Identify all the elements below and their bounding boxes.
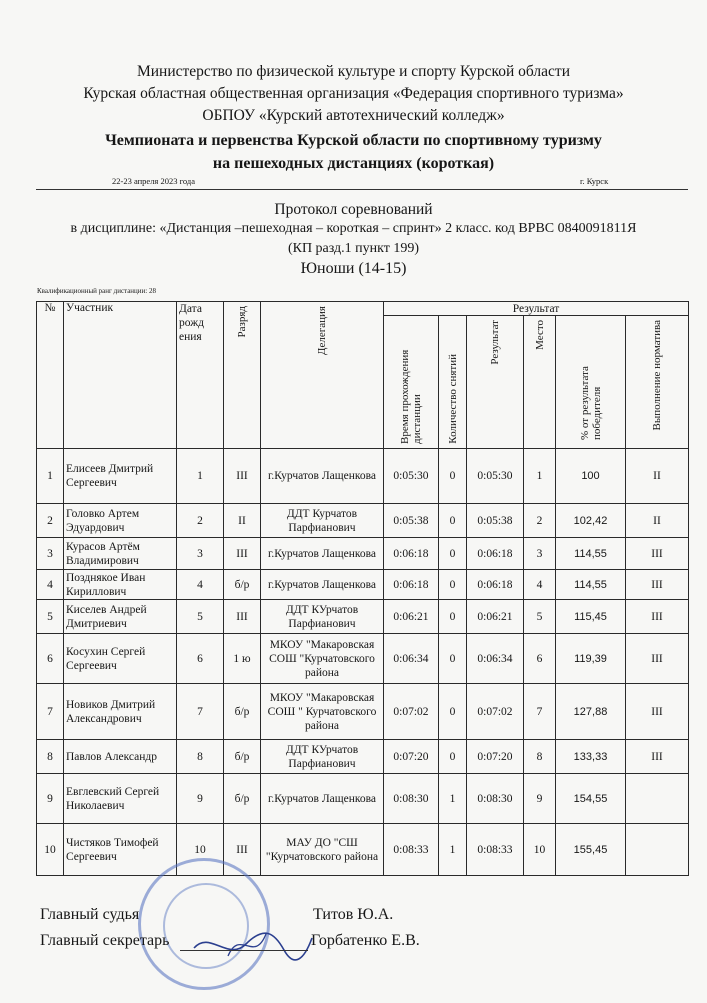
cell-norm: III <box>626 740 689 774</box>
cell-result: 0:06:18 <box>467 538 524 570</box>
table-row <box>37 600 689 634</box>
col-time: Время прохождения дистанции <box>384 316 439 449</box>
cell-delegation: МАУ ДО "СШ "Курчатовского района <box>261 824 384 876</box>
cell-place: 7 <box>524 684 556 740</box>
cell-num: 8 <box>37 740 64 774</box>
col-place: Место <box>524 316 556 449</box>
table-row <box>37 449 689 504</box>
cell-removals: 0 <box>439 740 467 774</box>
cell-name: Павлов Александр <box>64 740 177 774</box>
cell-removals: 0 <box>439 449 467 504</box>
signature-line <box>180 950 308 951</box>
cell-result: 0:05:30 <box>467 449 524 504</box>
cell-result: 0:06:21 <box>467 600 524 634</box>
cell-rank: б/р <box>224 740 261 774</box>
cell-delegation: г.Курчатов Лащенкова <box>261 774 384 824</box>
cell-num: 4 <box>37 570 64 600</box>
chief-judge-label: Главный судья <box>40 906 140 923</box>
cell-norm <box>626 774 689 824</box>
cell-name: Косухин Сергей Сергеевич <box>64 634 177 684</box>
cell-rank: б/р <box>224 774 261 824</box>
cell-birth: 7 <box>177 684 224 740</box>
cell-birth: 2 <box>177 504 224 538</box>
cell-name: Киселев Андрей Дмитриевич <box>64 600 177 634</box>
cell-num: 7 <box>37 684 64 740</box>
col-removals: Количество снятий <box>439 316 467 449</box>
cell-norm: III <box>626 570 689 600</box>
cell-norm: III <box>626 634 689 684</box>
cell-name: Курасов Артём Владимирович <box>64 538 177 570</box>
cell-time: 0:07:20 <box>384 740 439 774</box>
cell-delegation: г.Курчатов Лащенкова <box>261 570 384 600</box>
cell-birth: 8 <box>177 740 224 774</box>
cell-name: Елисеев Дмитрий Сергеевич <box>64 449 177 504</box>
cell-result: 0:06:34 <box>467 634 524 684</box>
cell-birth: 4 <box>177 570 224 600</box>
col-results: Результат <box>384 302 689 316</box>
cell-result: 0:07:02 <box>467 684 524 740</box>
protocol-reference: (КП разд.1 пункт 199) <box>287 241 420 256</box>
cell-rank: III <box>224 538 261 570</box>
col-num: № <box>37 302 64 449</box>
table-row <box>37 774 689 824</box>
cell-result: 0:07:20 <box>467 740 524 774</box>
cell-removals: 0 <box>439 504 467 538</box>
cell-delegation: ДДТ КУрчатов Парфианович <box>261 740 384 774</box>
table-row <box>37 824 689 876</box>
cell-removals: 0 <box>439 600 467 634</box>
age-group: Юноши (14-15) <box>300 260 407 277</box>
cell-birth: 3 <box>177 538 224 570</box>
cell-delegation: МКОУ "Макаровская СОШ " Курчатовского района <box>261 684 384 740</box>
chief-judge-name: Титов Ю.А. <box>313 906 394 923</box>
cell-birth: 1 <box>177 449 224 504</box>
col-participant: Участник <box>64 302 177 449</box>
cell-place: 3 <box>524 538 556 570</box>
cell-name: Новиков Дмитрий Александрович <box>64 684 177 740</box>
cell-num: 2 <box>37 504 64 538</box>
cell-delegation: ДДТ Курчатов Парфианович <box>261 504 384 538</box>
results-table <box>36 301 689 876</box>
cell-birth: 9 <box>177 774 224 824</box>
table-row <box>37 538 689 570</box>
cell-place: 6 <box>524 634 556 684</box>
cell-place: 9 <box>524 774 556 824</box>
table-row <box>37 570 689 600</box>
cell-delegation: МКОУ "Макаровская СОШ "Курчатовского района <box>261 634 384 684</box>
cell-norm: III <box>626 684 689 740</box>
cell-birth: 5 <box>177 600 224 634</box>
cell-name: Евглевский Сергей Николаевич <box>64 774 177 824</box>
cell-num: 5 <box>37 600 64 634</box>
cell-time: 0:06:34 <box>384 634 439 684</box>
cell-name: Чистяков Тимофей Сергеевич <box>64 824 177 876</box>
cell-norm <box>626 824 689 876</box>
cell-percent: 119,39 <box>556 634 626 684</box>
cell-birth: 10 <box>177 824 224 876</box>
cell-num: 10 <box>37 824 64 876</box>
col-percent: % от результата победителя <box>556 316 626 449</box>
cell-removals: 0 <box>439 570 467 600</box>
cell-name: Головко Артем Эдуардович <box>64 504 177 538</box>
table-row <box>37 740 689 774</box>
cell-delegation: г.Курчатов Лащенкова <box>261 449 384 504</box>
cell-num: 9 <box>37 774 64 824</box>
cell-norm: II <box>626 449 689 504</box>
rank-note: Квалификационный ранг дистанции: 28 <box>37 287 156 295</box>
cell-percent: 154,55 <box>556 774 626 824</box>
cell-time: 0:08:33 <box>384 824 439 876</box>
cell-place: 4 <box>524 570 556 600</box>
cell-rank: III <box>224 824 261 876</box>
cell-removals: 0 <box>439 684 467 740</box>
col-rank: Разряд <box>224 302 261 449</box>
protocol-discipline: в дисциплине: «Дистанция –пешеходная – короткая – спринт» 2 класс. код ВРВС 0840091811Я <box>70 221 637 236</box>
cell-place: 5 <box>524 600 556 634</box>
header-federation: Курская областная общественная организация «Федерация спортивного туризма» <box>83 85 624 102</box>
cell-num: 3 <box>37 538 64 570</box>
cell-num: 6 <box>37 634 64 684</box>
cell-place: 1 <box>524 449 556 504</box>
cell-removals: 1 <box>439 774 467 824</box>
table-row <box>37 684 689 740</box>
cell-place: 2 <box>524 504 556 538</box>
chief-secretary-label: Главный секретарь <box>40 932 170 949</box>
cell-percent: 102,42 <box>556 504 626 538</box>
cell-rank: II <box>224 504 261 538</box>
cell-removals: 0 <box>439 634 467 684</box>
cell-norm: III <box>626 538 689 570</box>
cell-time: 0:05:30 <box>384 449 439 504</box>
cell-time: 0:06:21 <box>384 600 439 634</box>
cell-rank: 1 ю <box>224 634 261 684</box>
competition-date: 22-23 апреля 2023 года <box>112 176 195 186</box>
cell-result: 0:06:18 <box>467 570 524 600</box>
cell-rank: б/р <box>224 570 261 600</box>
cell-place: 10 <box>524 824 556 876</box>
cell-rank: III <box>224 449 261 504</box>
cell-percent: 127,88 <box>556 684 626 740</box>
cell-name: Позднякое Иван Кириллович <box>64 570 177 600</box>
cell-percent: 133,33 <box>556 740 626 774</box>
cell-percent: 114,55 <box>556 570 626 600</box>
col-delegation: Делегация <box>261 302 384 449</box>
header-college: ОБПОУ «Курский автотехнический колледж» <box>202 107 505 124</box>
header-ministry: Министерство по физической культуре и спорту Курской области <box>136 63 570 80</box>
cell-birth: 6 <box>177 634 224 684</box>
cell-delegation: ДДТ КУрчатов Парфианович <box>261 600 384 634</box>
cell-rank: III <box>224 600 261 634</box>
chief-secretary-name: Горбатенко Е.В. <box>311 932 420 949</box>
protocol-title: Протокол соревнований <box>274 201 433 218</box>
cell-percent: 115,45 <box>556 600 626 634</box>
cell-result: 0:08:30 <box>467 774 524 824</box>
cell-rank: б/р <box>224 684 261 740</box>
cell-time: 0:05:38 <box>384 504 439 538</box>
cell-percent: 114,55 <box>556 538 626 570</box>
cell-removals: 0 <box>439 538 467 570</box>
col-birth: Дата рожд ения <box>177 302 224 449</box>
cell-delegation: г.Курчатов Лащенкова <box>261 538 384 570</box>
cell-result: 0:08:33 <box>467 824 524 876</box>
competition-title: Чемпионата и первенства Курской области по спортивному туризму <box>105 132 602 149</box>
signature <box>188 920 318 970</box>
cell-time: 0:06:18 <box>384 570 439 600</box>
cell-place: 8 <box>524 740 556 774</box>
table-row <box>37 504 689 538</box>
col-norm: Выполнение норматива <box>626 316 689 449</box>
table-row <box>37 634 689 684</box>
cell-norm: III <box>626 600 689 634</box>
col-result: Результат <box>467 316 524 449</box>
cell-result: 0:05:38 <box>467 504 524 538</box>
cell-removals: 1 <box>439 824 467 876</box>
competition-city: г. Курск <box>580 176 609 186</box>
competition-subtitle: на пешеходных дистанциях (короткая) <box>212 155 495 172</box>
header-divider <box>36 189 688 190</box>
cell-time: 0:06:18 <box>384 538 439 570</box>
cell-percent: 155,45 <box>556 824 626 876</box>
cell-num: 1 <box>37 449 64 504</box>
cell-norm: II <box>626 504 689 538</box>
cell-percent: 100 <box>556 449 626 504</box>
cell-time: 0:08:30 <box>384 774 439 824</box>
cell-time: 0:07:02 <box>384 684 439 740</box>
